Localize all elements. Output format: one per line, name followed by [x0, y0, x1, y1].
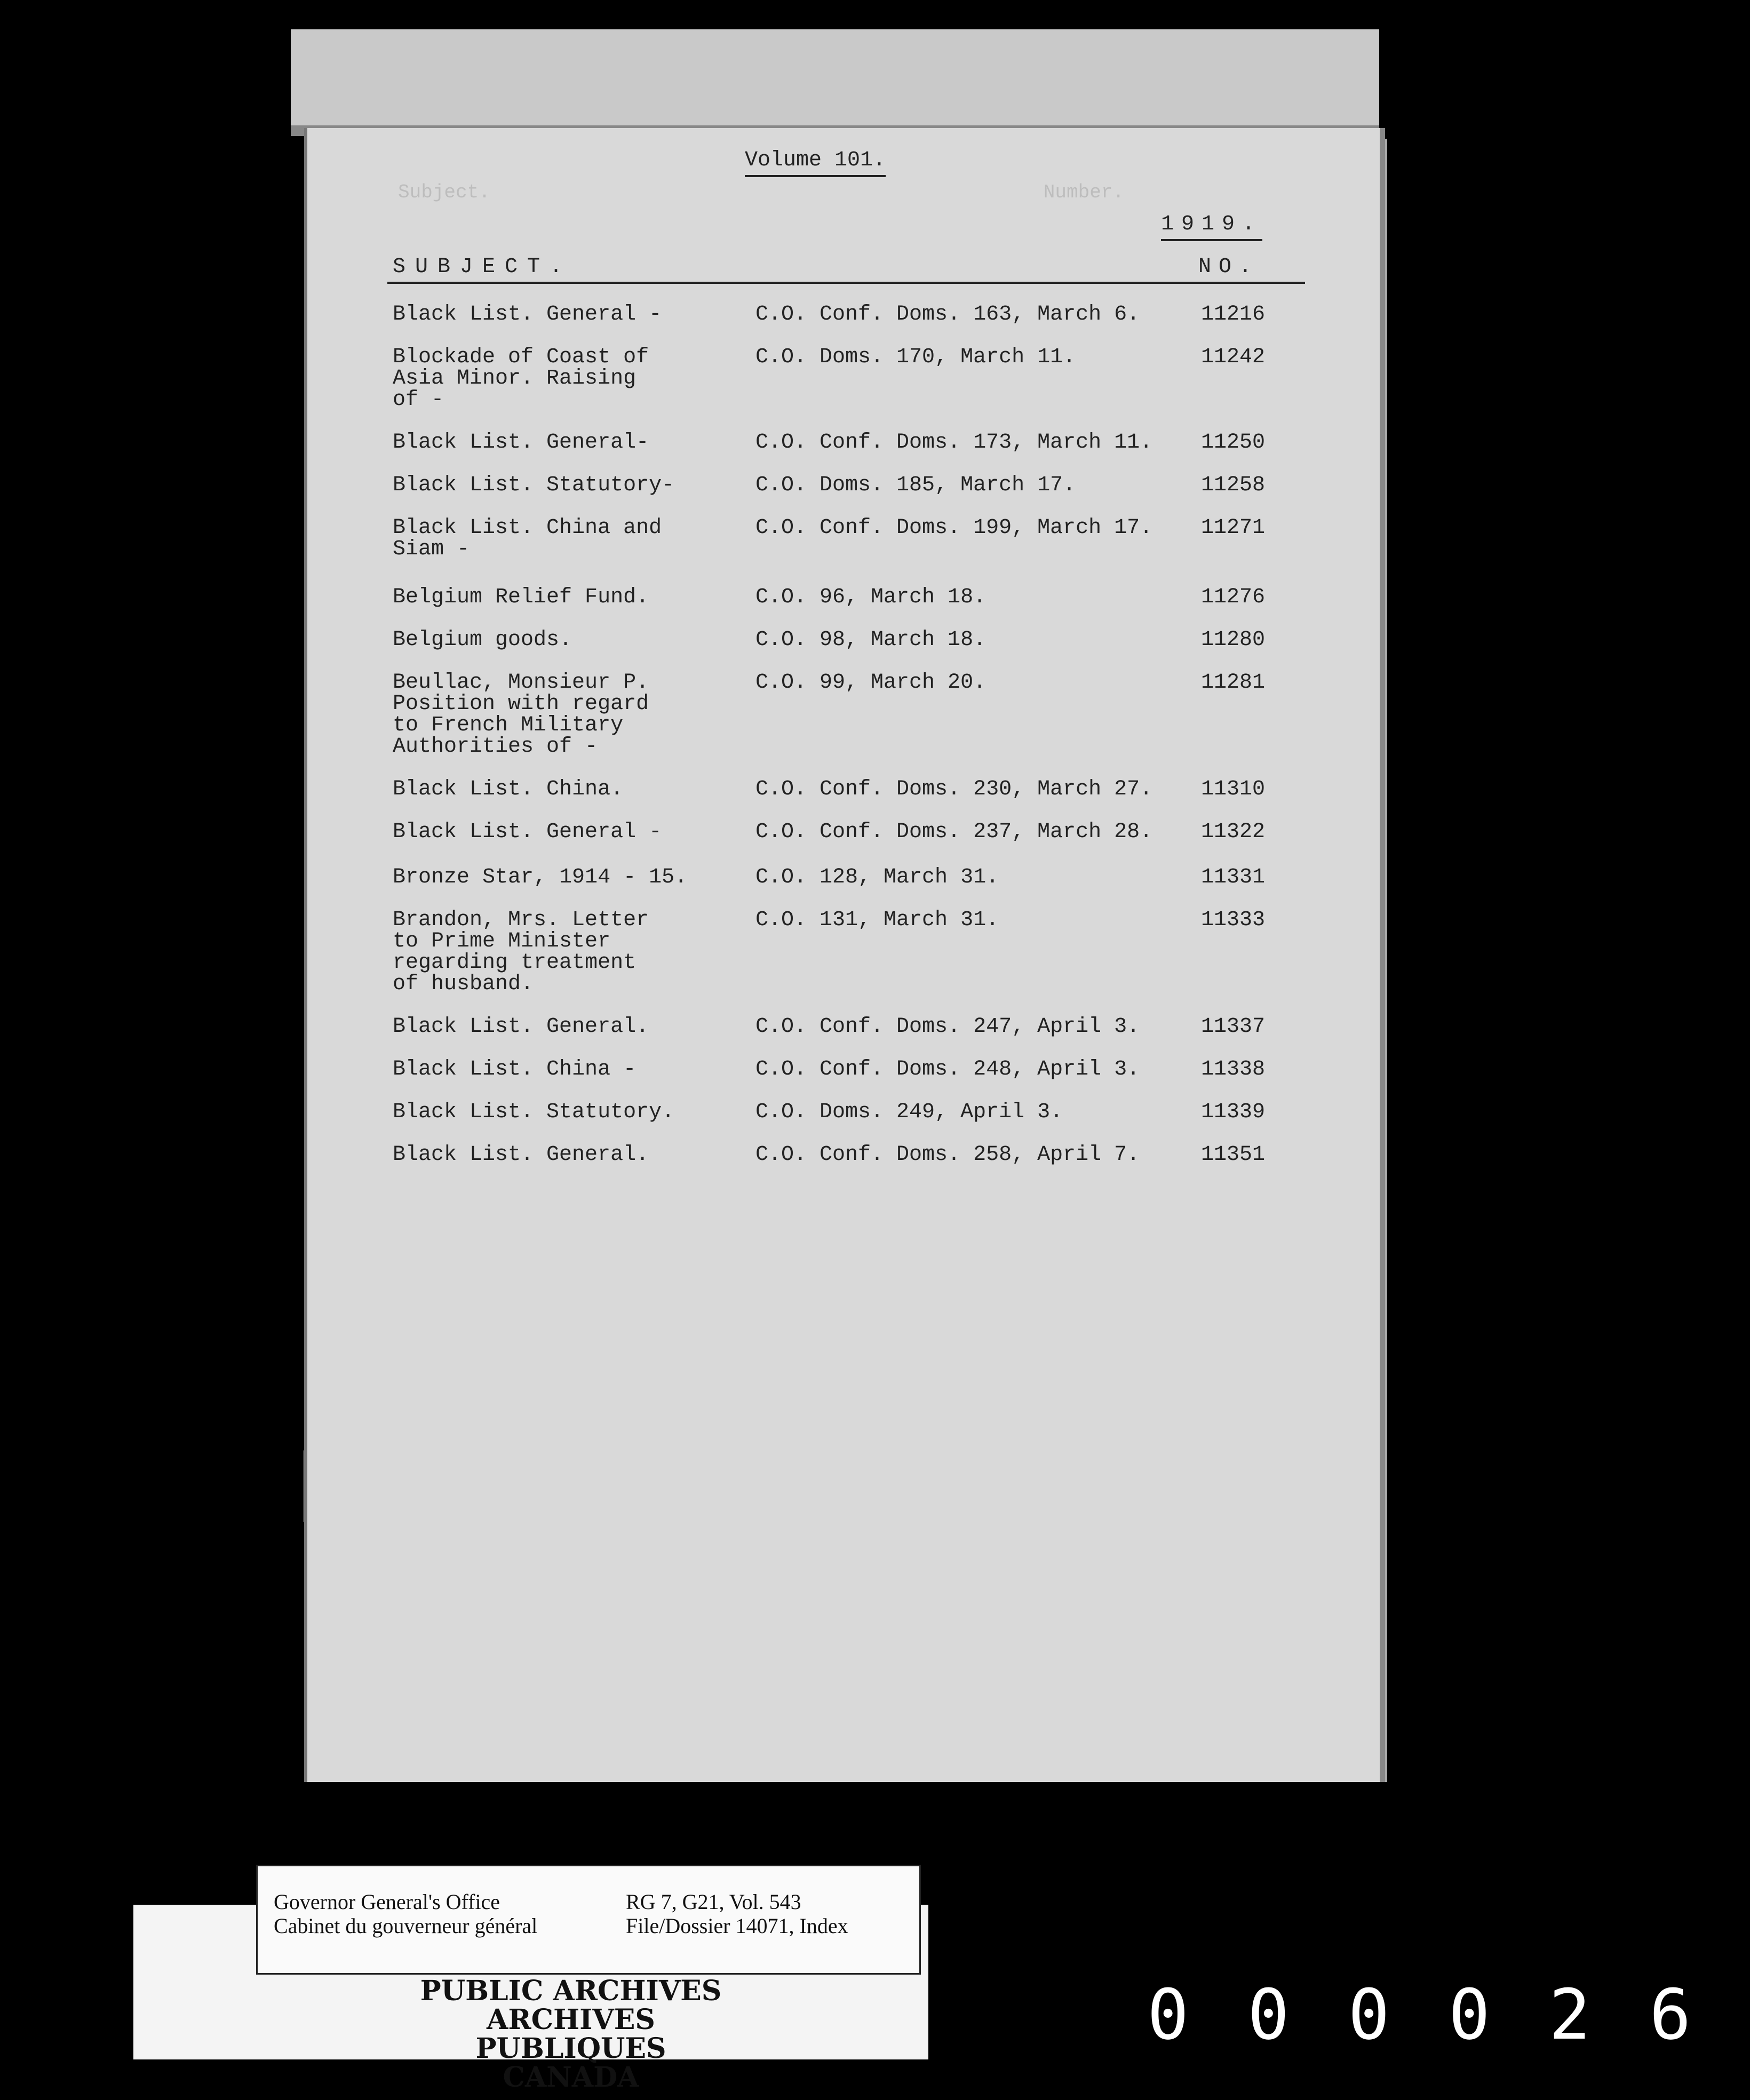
entry-number: 11322: [1201, 820, 1266, 844]
entry-reference: C.O. Conf. Doms. 199, March 17.: [755, 516, 1153, 540]
entry-subject: Belgium Relief Fund.: [393, 585, 649, 609]
entry-subject: Black List. Statutory-: [393, 473, 675, 497]
year-heading: 1919.: [1161, 213, 1262, 241]
entry-reference: C.O. Conf. Doms. 163, March 6.: [755, 303, 1140, 327]
entry-number: 11280: [1201, 628, 1266, 652]
entry-number: 11281: [1201, 671, 1266, 695]
entry-number: 11242: [1201, 345, 1266, 369]
entry-subject: Beullac, Monsieur P. Position with regard to French Military Authorities of -: [393, 671, 649, 759]
index-page: [304, 128, 1385, 1782]
entry-reference: C.O. Doms. 170, March 11.: [755, 345, 1076, 369]
entry-reference: C.O. 98, March 18.: [755, 628, 987, 652]
entry-number: 11331: [1201, 865, 1266, 889]
entry-subject: Black List. General -: [393, 303, 662, 327]
office-english: Governor General's Office: [274, 1890, 500, 1914]
sheet-roll: [291, 29, 1379, 136]
entry-reference: C.O. Conf. Doms. 258, April 7.: [755, 1143, 1140, 1167]
entry-number: 11351: [1201, 1143, 1266, 1167]
entry-number: 11276: [1201, 585, 1266, 609]
entry-reference: C.O. 128, March 31.: [755, 865, 999, 889]
entry-reference: C.O. 96, March 18.: [755, 585, 987, 609]
entry-subject: Black List. China.: [393, 777, 624, 801]
entry-reference: C.O. Conf. Doms. 248, April 3.: [755, 1057, 1140, 1081]
frame-number: 000026: [1147, 1974, 1750, 2055]
entry-subject: Black List. General -: [393, 820, 662, 844]
entry-reference: C.O. Doms. 249, April 3.: [755, 1100, 1063, 1124]
entry-subject: Bronze Star, 1914 - 15.: [393, 865, 688, 889]
entry-number: 11333: [1201, 908, 1266, 932]
entry-subject: Brandon, Mrs. Letter to Prime Minister regarding treatment of husband.: [393, 908, 649, 996]
entry-number: 11250: [1201, 431, 1266, 455]
bleed-through-text: Subject. Number.: [398, 181, 1125, 203]
entry-subject: Belgium goods.: [393, 628, 572, 652]
entry-number: 11216: [1201, 303, 1266, 327]
volume-title: Volume 101.: [745, 149, 886, 177]
archives-stamp: [400, 1977, 742, 2092]
entry-reference: C.O. Conf. Doms. 230, March 27.: [755, 777, 1153, 801]
office-french: Cabinet du gouverneur général: [274, 1914, 538, 1938]
entry-subject: Black List. General.: [393, 1143, 649, 1167]
record-group: RG 7, G21, Vol. 543: [626, 1890, 801, 1914]
entry-subject: Black List. China -: [393, 1057, 637, 1081]
entry-number: 11338: [1201, 1057, 1266, 1081]
entry-number: 11271: [1201, 516, 1266, 540]
entry-subject: Black List. General.: [393, 1015, 649, 1039]
archives-line-2: ARCHIVES PUBLIQUES: [475, 2003, 666, 2065]
entry-number: 11258: [1201, 473, 1266, 497]
number-column-header: NO.: [1198, 255, 1260, 279]
archival-label: [256, 1865, 921, 1975]
entry-reference: C.O. 99, March 20.: [755, 671, 987, 695]
file-number: File/Dossier 14071, Index: [626, 1914, 848, 1938]
entry-reference: C.O. Doms. 185, March 17.: [755, 473, 1076, 497]
entry-number: 11339: [1201, 1100, 1266, 1124]
entry-reference: C.O. Conf. Doms. 237, March 28.: [755, 820, 1153, 844]
entry-reference: C.O. Conf. Doms. 173, March 11.: [755, 431, 1153, 455]
entry-subject: Blockade of Coast of Asia Minor. Raising of -: [393, 345, 649, 412]
entry-reference: C.O. 131, March 31.: [755, 908, 999, 932]
archives-line-3: CANADA: [503, 2061, 639, 2094]
entry-reference: C.O. Conf. Doms. 247, April 3.: [755, 1015, 1140, 1039]
header-rule: [387, 282, 1305, 284]
entry-number: 11310: [1201, 777, 1266, 801]
entry-subject: Black List. General-: [393, 431, 649, 455]
entry-subject: Black List. Statutory.: [393, 1100, 675, 1124]
entry-subject: Black List. China and Siam -: [393, 516, 662, 561]
subject-column-header: SUBJECT.: [393, 255, 572, 279]
entry-number: 11337: [1201, 1015, 1266, 1039]
archives-line-1: PUBLIC ARCHIVES: [420, 1975, 722, 2007]
